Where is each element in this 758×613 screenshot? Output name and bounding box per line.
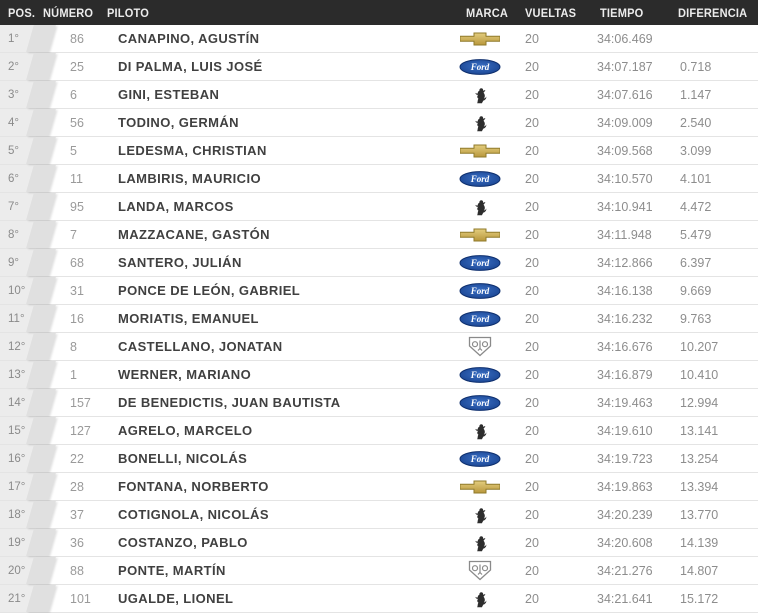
table-body bbox=[0, 25, 758, 613]
brand-cell bbox=[448, 193, 512, 220]
table-row bbox=[0, 249, 758, 277]
time-value: 34:07.187 bbox=[597, 59, 653, 74]
chevrolet-bowtie-icon bbox=[460, 144, 500, 158]
car-number: 31 bbox=[70, 283, 84, 298]
dodge-ram-icon bbox=[468, 560, 492, 581]
position-cell: 12° bbox=[0, 333, 36, 360]
table-row bbox=[0, 585, 758, 613]
table-row bbox=[0, 445, 758, 473]
ford-oval-icon bbox=[459, 283, 501, 299]
brand-cell bbox=[448, 305, 512, 332]
laps-value: 20 bbox=[525, 395, 539, 410]
table-row bbox=[0, 109, 758, 137]
position-cell: 13° bbox=[0, 361, 36, 388]
car-number: 157 bbox=[70, 395, 91, 410]
torino-bull-icon bbox=[473, 85, 488, 104]
svg-text:Ford: Ford bbox=[470, 173, 490, 184]
driver-name: PONCE DE LEÓN, GABRIEL bbox=[118, 283, 301, 298]
ford-oval-icon bbox=[459, 59, 501, 75]
diff-value: 13.394 bbox=[680, 479, 719, 494]
car-number: 8 bbox=[70, 339, 77, 354]
brand-cell bbox=[448, 277, 512, 304]
brand-cell bbox=[448, 557, 512, 584]
torino-bull-icon bbox=[473, 505, 488, 524]
driver-name: PONTE, MARTÍN bbox=[118, 563, 226, 578]
table-row bbox=[0, 501, 758, 529]
position-cell: 11° bbox=[0, 305, 36, 332]
position-cell: 3° bbox=[0, 81, 36, 108]
driver-name: CASTELLANO, JONATAN bbox=[118, 339, 283, 354]
driver-name: DE BENEDICTIS, JUAN BAUTISTA bbox=[118, 395, 341, 410]
car-number: 25 bbox=[70, 59, 84, 74]
svg-text:Ford: Ford bbox=[470, 61, 490, 72]
car-number: 28 bbox=[70, 479, 84, 494]
laps-value: 20 bbox=[525, 283, 539, 298]
position-cell: 6° bbox=[0, 165, 36, 192]
brand-cell bbox=[448, 137, 512, 164]
time-value: 34:16.879 bbox=[597, 367, 653, 382]
laps-value: 20 bbox=[525, 59, 539, 74]
table-row bbox=[0, 473, 758, 501]
dodge-ram-icon bbox=[468, 336, 492, 357]
driver-name: LANDA, MARCOS bbox=[118, 199, 234, 214]
driver-name: COTIGNOLA, NICOLÁS bbox=[118, 507, 269, 522]
chevrolet-bowtie-icon bbox=[460, 480, 500, 494]
diff-value: 10.207 bbox=[680, 339, 719, 354]
laps-value: 20 bbox=[525, 115, 539, 130]
diff-value: 9.669 bbox=[680, 283, 712, 298]
table-header bbox=[0, 0, 758, 25]
laps-value: 20 bbox=[525, 171, 539, 186]
laps-value: 20 bbox=[525, 255, 539, 270]
brand-cell bbox=[448, 25, 512, 52]
brand-cell bbox=[448, 109, 512, 136]
laps-value: 20 bbox=[525, 31, 539, 46]
time-value: 34:12.866 bbox=[597, 255, 653, 270]
diff-value: 0.718 bbox=[680, 59, 712, 74]
car-number: 68 bbox=[70, 255, 84, 270]
time-value: 34:16.232 bbox=[597, 311, 653, 326]
laps-value: 20 bbox=[525, 227, 539, 242]
brand-cell bbox=[448, 445, 512, 472]
table-row bbox=[0, 25, 758, 53]
laps-value: 20 bbox=[525, 423, 539, 438]
diff-value: 1.147 bbox=[680, 87, 712, 102]
driver-name: MAZZACANE, GASTÓN bbox=[118, 227, 270, 242]
column-header-pos: POS. bbox=[8, 5, 36, 20]
position-cell: 20° bbox=[0, 557, 36, 584]
ford-oval-icon bbox=[459, 171, 501, 187]
laps-value: 20 bbox=[525, 339, 539, 354]
table-row bbox=[0, 53, 758, 81]
ford-oval-icon bbox=[459, 311, 501, 327]
brand-cell bbox=[448, 473, 512, 500]
diff-value: 13.770 bbox=[680, 507, 719, 522]
laps-value: 20 bbox=[525, 479, 539, 494]
diff-value: 13.141 bbox=[680, 423, 719, 438]
car-number: 101 bbox=[70, 591, 91, 606]
time-value: 34:19.463 bbox=[597, 395, 653, 410]
time-value: 34:20.608 bbox=[597, 535, 653, 550]
brand-cell bbox=[448, 333, 512, 360]
column-header-diferencia: DIFERENCIA bbox=[678, 5, 748, 20]
laps-value: 20 bbox=[525, 199, 539, 214]
car-number: 86 bbox=[70, 31, 84, 46]
table-row bbox=[0, 361, 758, 389]
laps-value: 20 bbox=[525, 367, 539, 382]
position-cell: 18° bbox=[0, 501, 36, 528]
car-number: 127 bbox=[70, 423, 91, 438]
chevrolet-bowtie-icon bbox=[460, 228, 500, 242]
time-value: 34:10.570 bbox=[597, 171, 653, 186]
position-cell: 8° bbox=[0, 221, 36, 248]
time-value: 34:09.568 bbox=[597, 143, 653, 158]
table-row bbox=[0, 277, 758, 305]
time-value: 34:16.138 bbox=[597, 283, 653, 298]
brand-cell bbox=[448, 81, 512, 108]
brand-cell bbox=[448, 53, 512, 80]
diff-value: 6.397 bbox=[680, 255, 712, 270]
table-row bbox=[0, 333, 758, 361]
driver-name: GINI, ESTEBAN bbox=[118, 87, 220, 102]
brand-cell bbox=[448, 389, 512, 416]
svg-text:Ford: Ford bbox=[470, 369, 490, 380]
svg-text:Ford: Ford bbox=[470, 285, 490, 296]
diff-value: 13.254 bbox=[680, 451, 719, 466]
driver-name: WERNER, MARIANO bbox=[118, 367, 252, 382]
column-header-tiempo: TIEMPO bbox=[600, 5, 644, 20]
time-value: 34:19.610 bbox=[597, 423, 653, 438]
diff-value: 15.172 bbox=[680, 591, 719, 606]
table-row bbox=[0, 193, 758, 221]
diff-value: 14.139 bbox=[680, 535, 719, 550]
svg-text:Ford: Ford bbox=[470, 257, 490, 268]
diff-value: 5.479 bbox=[680, 227, 712, 242]
car-number: 11 bbox=[70, 171, 83, 186]
position-cell: 5° bbox=[0, 137, 36, 164]
column-header-vueltas: VUELTAS bbox=[525, 5, 577, 20]
driver-name: COSTANZO, PABLO bbox=[118, 535, 248, 550]
diff-value: 2.540 bbox=[680, 115, 712, 130]
time-value: 34:06.469 bbox=[597, 31, 653, 46]
driver-name: UGALDE, LIONEL bbox=[118, 591, 234, 606]
time-value: 34:20.239 bbox=[597, 507, 653, 522]
brand-cell bbox=[448, 501, 512, 528]
laps-value: 20 bbox=[525, 591, 539, 606]
ford-oval-icon bbox=[459, 395, 501, 411]
laps-value: 20 bbox=[525, 563, 539, 578]
brand-cell bbox=[448, 165, 512, 192]
column-header-numero: NÚMERO bbox=[43, 5, 94, 20]
position-cell: 21° bbox=[0, 585, 36, 612]
driver-name: LEDESMA, CHRISTIAN bbox=[118, 143, 267, 158]
column-header-piloto: PILOTO bbox=[107, 5, 150, 20]
car-number: 36 bbox=[70, 535, 84, 550]
car-number: 1 bbox=[70, 367, 77, 382]
ford-oval-icon bbox=[459, 367, 501, 383]
chevrolet-bowtie-icon bbox=[460, 32, 500, 46]
position-cell: 4° bbox=[0, 109, 36, 136]
table-row bbox=[0, 137, 758, 165]
brand-cell bbox=[448, 361, 512, 388]
time-value: 34:19.723 bbox=[597, 451, 653, 466]
table-row bbox=[0, 81, 758, 109]
ford-oval-icon bbox=[459, 255, 501, 271]
torino-bull-icon bbox=[473, 533, 488, 552]
table-row bbox=[0, 221, 758, 249]
car-number: 22 bbox=[70, 451, 84, 466]
position-cell: 17° bbox=[0, 473, 36, 500]
time-value: 34:11.948 bbox=[597, 227, 652, 242]
position-cell: 14° bbox=[0, 389, 36, 416]
laps-value: 20 bbox=[525, 311, 539, 326]
position-cell: 19° bbox=[0, 529, 36, 556]
svg-text:Ford: Ford bbox=[470, 397, 490, 408]
table-row bbox=[0, 165, 758, 193]
position-cell: 16° bbox=[0, 445, 36, 472]
torino-bull-icon bbox=[473, 421, 488, 440]
car-number: 6 bbox=[70, 87, 77, 102]
torino-bull-icon bbox=[473, 197, 488, 216]
position-cell: 1° bbox=[0, 25, 36, 52]
time-value: 34:07.616 bbox=[597, 87, 653, 102]
time-value: 34:19.863 bbox=[597, 479, 653, 494]
driver-name: DI PALMA, LUIS JOSÉ bbox=[118, 59, 263, 74]
car-number: 5 bbox=[70, 143, 77, 158]
laps-value: 20 bbox=[525, 507, 539, 522]
table-row bbox=[0, 557, 758, 585]
torino-bull-icon bbox=[473, 113, 488, 132]
time-value: 34:16.676 bbox=[597, 339, 653, 354]
brand-cell bbox=[448, 529, 512, 556]
table-row bbox=[0, 417, 758, 445]
position-cell: 15° bbox=[0, 417, 36, 444]
brand-cell bbox=[448, 249, 512, 276]
time-value: 34:21.641 bbox=[597, 591, 653, 606]
car-number: 95 bbox=[70, 199, 84, 214]
brand-cell bbox=[448, 417, 512, 444]
position-cell: 10° bbox=[0, 277, 36, 304]
diff-value: 12.994 bbox=[680, 395, 719, 410]
driver-name: TODINO, GERMÁN bbox=[118, 115, 239, 130]
laps-value: 20 bbox=[525, 451, 539, 466]
car-number: 16 bbox=[70, 311, 84, 326]
driver-name: FONTANA, NORBERTO bbox=[118, 479, 269, 494]
diff-value: 3.099 bbox=[680, 143, 712, 158]
driver-name: LAMBIRIS, MAURICIO bbox=[118, 171, 261, 186]
car-number: 88 bbox=[70, 563, 84, 578]
brand-cell bbox=[448, 221, 512, 248]
diff-value: 4.472 bbox=[680, 199, 712, 214]
position-cell: 9° bbox=[0, 249, 36, 276]
position-cell: 2° bbox=[0, 53, 36, 80]
driver-name: BONELLI, NICOLÁS bbox=[118, 451, 248, 466]
laps-value: 20 bbox=[525, 143, 539, 158]
brand-cell bbox=[448, 585, 512, 612]
diff-value: 14.807 bbox=[680, 563, 719, 578]
torino-bull-icon bbox=[473, 589, 488, 608]
time-value: 34:21.276 bbox=[597, 563, 653, 578]
car-number: 56 bbox=[70, 115, 84, 130]
table-row bbox=[0, 389, 758, 417]
driver-name: AGRELO, MARCELO bbox=[118, 423, 253, 438]
svg-text:Ford: Ford bbox=[470, 313, 490, 324]
diff-value: 10.410 bbox=[680, 367, 719, 382]
driver-name: SANTERO, JULIÁN bbox=[118, 255, 242, 270]
time-value: 34:10.941 bbox=[597, 199, 653, 214]
diff-value: 9.763 bbox=[680, 311, 712, 326]
car-number: 37 bbox=[70, 507, 84, 522]
svg-text:Ford: Ford bbox=[470, 453, 490, 464]
driver-name: MORIATIS, EMANUEL bbox=[118, 311, 259, 326]
laps-value: 20 bbox=[525, 87, 539, 102]
table-row bbox=[0, 529, 758, 557]
laps-value: 20 bbox=[525, 535, 539, 550]
position-cell: 7° bbox=[0, 193, 36, 220]
ford-oval-icon bbox=[459, 451, 501, 467]
column-header-marca: MARCA bbox=[466, 5, 509, 20]
driver-name: CANAPINO, AGUSTÍN bbox=[118, 31, 260, 46]
table-row bbox=[0, 305, 758, 333]
diff-value: 4.101 bbox=[680, 171, 712, 186]
car-number: 7 bbox=[70, 227, 77, 242]
time-value: 34:09.009 bbox=[597, 115, 653, 130]
